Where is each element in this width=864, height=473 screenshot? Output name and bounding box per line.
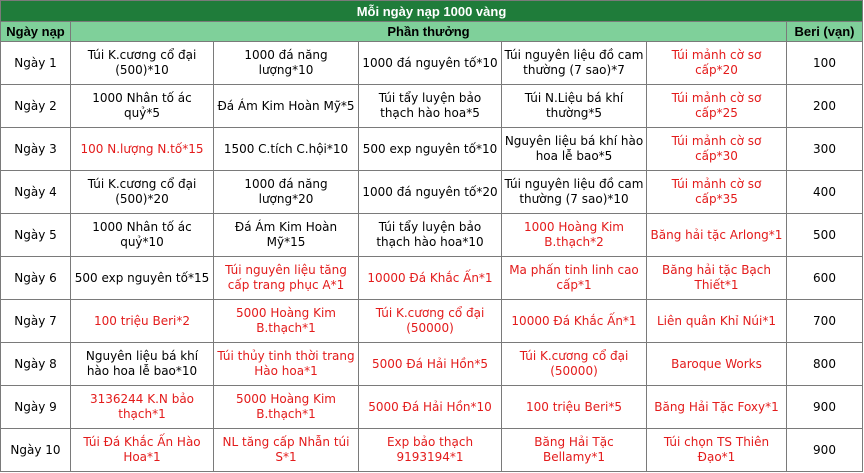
beri-cell: 400: [787, 171, 863, 214]
reward-cell: Túi K.cương cổ đại (500)*10: [71, 42, 214, 85]
reward-cell: 1000 đá nguyên tố*10: [359, 42, 502, 85]
reward-cell: Băng Hải Tặc Bellamy*1: [502, 429, 647, 472]
reward-cell: Nguyên liệu bá khí hào hoa lễ bao*5: [502, 128, 647, 171]
reward-cell: 5000 Hoàng Kim B.thạch*1: [214, 386, 359, 429]
reward-cell: 1000 Nhân tố ác quỷ*5: [71, 85, 214, 128]
table-row: [1, 171, 863, 214]
reward-cell: 5000 Hoàng Kim B.thạch*1: [214, 300, 359, 343]
table-title-row: [1, 1, 863, 22]
reward-cell: Nguyên liệu bá khí hào hoa lễ bao*10: [71, 343, 214, 386]
reward-cell: 1500 C.tích C.hội*10: [214, 128, 359, 171]
table-row: [1, 343, 863, 386]
reward-cell: 1000 đá nguyên tố*20: [359, 171, 502, 214]
day-cell: Ngày 8: [1, 343, 71, 386]
reward-cell: 100 triệu Beri*2: [71, 300, 214, 343]
reward-cell: 10000 Đá Khắc Ấn*1: [502, 300, 647, 343]
day-cell: Ngày 3: [1, 128, 71, 171]
table-row: [1, 429, 863, 472]
reward-cell: Đá Ám Kim Hoàn Mỹ*5: [214, 85, 359, 128]
reward-cell: Băng hải tặc Bạch Thiết*1: [647, 257, 787, 300]
table-row: [1, 85, 863, 128]
day-cell: Ngày 1: [1, 42, 71, 85]
day-cell: Ngày 2: [1, 85, 71, 128]
reward-cell: NL tăng cấp Nhẫn túi S*1: [214, 429, 359, 472]
beri-cell: 500: [787, 214, 863, 257]
table-row: [1, 386, 863, 429]
beri-cell: 300: [787, 128, 863, 171]
reward-cell: 500 exp nguyên tố*10: [359, 128, 502, 171]
reward-cell: Túi tẩy luyện bảo thạch hào hoa*5: [359, 85, 502, 128]
table-row: [1, 257, 863, 300]
beri-cell: 600: [787, 257, 863, 300]
table-row: [1, 128, 863, 171]
header-day: Ngày nạp: [1, 22, 71, 42]
reward-cell: 1000 đá năng lượng*10: [214, 42, 359, 85]
reward-cell: Exp bảo thạch 9193194*1: [359, 429, 502, 472]
beri-cell: 900: [787, 386, 863, 429]
table-header-row: [1, 22, 863, 42]
reward-cell: 10000 Đá Khắc Ấn*1: [359, 257, 502, 300]
reward-cell: Liên quân Khỉ Núi*1: [647, 300, 787, 343]
day-cell: Ngày 10: [1, 429, 71, 472]
reward-cell: Túi mảnh cờ sơ cấp*35: [647, 171, 787, 214]
reward-cell: 1000 Hoàng Kim B.thạch*2: [502, 214, 647, 257]
reward-cell: Băng hải tặc Arlong*1: [647, 214, 787, 257]
reward-cell: Túi chọn TS Thiên Đạo*1: [647, 429, 787, 472]
reward-cell: Túi K.cương cổ đại (50000): [359, 300, 502, 343]
reward-cell: Túi Đá Khắc Ấn Hào Hoa*1: [71, 429, 214, 472]
reward-cell: Túi thủy tinh thời trang Hào hoa*1: [214, 343, 359, 386]
beri-cell: 700: [787, 300, 863, 343]
reward-cell: 500 exp nguyên tố*15: [71, 257, 214, 300]
day-cell: Ngày 5: [1, 214, 71, 257]
header-rewards: Phần thưởng: [71, 22, 787, 42]
reward-cell: 5000 Đá Hải Hồn*5: [359, 343, 502, 386]
reward-cell: Túi K.cương cổ đại (50000): [502, 343, 647, 386]
reward-cell: 1000 Nhân tố ác quỷ*10: [71, 214, 214, 257]
reward-cell: Túi mảnh cờ sơ cấp*30: [647, 128, 787, 171]
reward-cell: Túi nguyên liệu đồ cam thường (7 sao)*10: [502, 171, 647, 214]
header-beri: Beri (vạn): [787, 22, 863, 42]
beri-cell: 900: [787, 429, 863, 472]
table-row: [1, 42, 863, 85]
reward-cell: Túi mảnh cờ sơ cấp*20: [647, 42, 787, 85]
reward-cell: Băng Hải Tặc Foxy*1: [647, 386, 787, 429]
table-row: [1, 214, 863, 257]
day-cell: Ngày 7: [1, 300, 71, 343]
beri-cell: 800: [787, 343, 863, 386]
reward-cell: Baroque Works: [647, 343, 787, 386]
reward-cell: 5000 Đá Hải Hồn*10: [359, 386, 502, 429]
reward-cell: 100 triệu Beri*5: [502, 386, 647, 429]
reward-cell: 3136244 K.N bảo thạch*1: [71, 386, 214, 429]
reward-cell: Túi N.Liệu bá khí thường*5: [502, 85, 647, 128]
day-cell: Ngày 4: [1, 171, 71, 214]
reward-cell: Ma phấn tinh linh cao cấp*1: [502, 257, 647, 300]
reward-cell: 100 N.lượng N.tố*15: [71, 128, 214, 171]
beri-cell: 200: [787, 85, 863, 128]
reward-cell: Túi mảnh cờ sơ cấp*25: [647, 85, 787, 128]
reward-cell: Đá Ám Kim Hoàn Mỹ*15: [214, 214, 359, 257]
table-title: Mỗi ngày nạp 1000 vàng: [1, 1, 863, 22]
reward-cell: Túi nguyên liệu tăng cấp trang phục A*1: [214, 257, 359, 300]
day-cell: Ngày 9: [1, 386, 71, 429]
reward-cell: Túi K.cương cổ đại (500)*20: [71, 171, 214, 214]
reward-cell: Túi nguyên liệu đồ cam thường (7 sao)*7: [502, 42, 647, 85]
reward-cell: 1000 đá năng lượng*20: [214, 171, 359, 214]
table-row: [1, 300, 863, 343]
day-cell: Ngày 6: [1, 257, 71, 300]
beri-cell: 100: [787, 42, 863, 85]
reward-cell: Túi tẩy luyện bảo thạch hào hoa*10: [359, 214, 502, 257]
